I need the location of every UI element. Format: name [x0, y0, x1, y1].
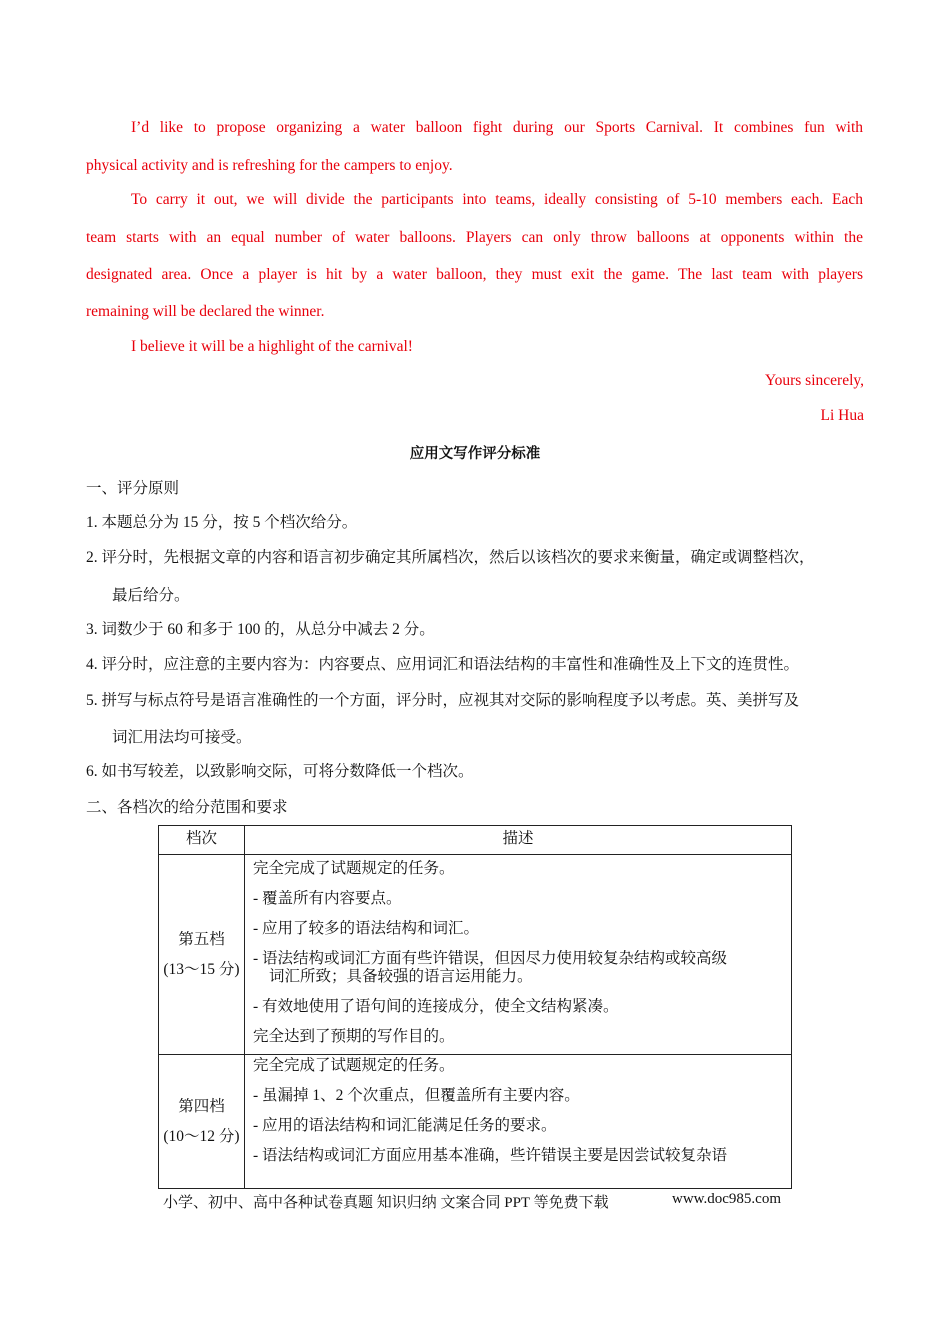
rule-item: 3. 词数少于 60 和多于 100 的，从总分中减去 2 分。 — [86, 621, 435, 638]
description-cell — [245, 1055, 792, 1189]
description-item: - 有效地使用了语句间的连接成分，使全文结构紧凑。 — [253, 998, 619, 1015]
description-item: 词汇所致；具备较强的语言运用能力。 — [269, 968, 533, 985]
table-header-row — [159, 826, 792, 855]
description-item: 完全完成了试题规定的任务。 — [253, 860, 455, 877]
grade-cell — [159, 1055, 245, 1189]
rule-item: 2. 评分时，先根据文章的内容和语言初步确定其所属档次，然后以该档次的要求来衡量，确定或调整档次， — [86, 549, 815, 566]
letter-line: team starts with an equal number of water balloons. Players can only throw balloons at opponents within the — [86, 229, 863, 246]
grade-range: (10～12 分) — [163, 1127, 240, 1145]
letter-line: physical activity and is refreshing for the campers to enjoy. — [86, 157, 453, 174]
description-cell — [245, 855, 792, 1055]
letter-line: remaining will be declared the winner. — [86, 303, 325, 320]
description-item: - 应用的语法结构和词汇能满足任务的要求。 — [253, 1117, 557, 1134]
letter-line: I believe it will be a highlight of the carnival! — [131, 338, 413, 355]
description-item: - 语法结构或词汇方面应用基本准确，些许错误主要是因尝试较复杂语 — [253, 1147, 728, 1164]
footer-url: www.doc985.com — [672, 1191, 782, 1207]
table-row — [159, 1055, 792, 1189]
section-heading: 二、各档次的给分范围和要求 — [86, 799, 288, 816]
rule-item: 词汇用法均可接受。 — [112, 729, 252, 746]
letter-line: To carry it out, we will divide the participants into teams, ideally consisting of 5-10 members each. Each — [131, 191, 863, 208]
description-item: 完全达到了预期的写作目的。 — [253, 1028, 455, 1045]
rule-item: 1. 本题总分为 15 分，按 5 个档次给分。 — [86, 514, 358, 531]
rule-item: 4. 评分时，应注意的主要内容为：内容要点、应用词汇和语法结构的丰富性和准确性及上下文的连贯性。 — [86, 656, 800, 673]
rule-item: 最后给分。 — [112, 587, 190, 604]
table-row — [159, 855, 792, 1055]
letter-closing: Yours sincerely, — [764, 372, 864, 389]
grading-table — [158, 825, 792, 1189]
header-cell: 档次 — [159, 826, 245, 855]
description-item: - 语法结构或词汇方面有些许错误，但因尽力使用较复杂结构或较高级 — [253, 950, 728, 967]
grade-range: (13～15 分) — [163, 960, 240, 978]
footer-text: 小学、初中、高中各种试卷真题 知识归纳 文案合同 PPT 等免费下载 — [163, 1195, 609, 1211]
description-item: - 虽漏掉 1、2 个次重点，但覆盖所有主要内容。 — [253, 1087, 580, 1104]
letter-line: I’d like to propose organizing a water balloon fight during our Sports Carnival. It combines fun with — [131, 119, 863, 136]
description-item: - 应用了较多的语法结构和词汇。 — [253, 920, 480, 937]
letter-signature: Li Hua — [820, 407, 864, 424]
rubric-title: 应用文写作评分标准 — [409, 446, 541, 462]
description-item: 完全完成了试题规定的任务。 — [253, 1057, 455, 1074]
grade-name: 第四档 — [178, 1097, 225, 1115]
rule-item: 6. 如书写较差，以致影响交际，可将分数降低一个档次。 — [86, 763, 474, 780]
grade-name: 第五档 — [178, 930, 225, 948]
section-heading: 一、评分原则 — [86, 480, 180, 497]
letter-line: designated area. Once a player is hit by a water balloon, they must exit the game. The last team with players — [86, 266, 863, 283]
description-item: - 覆盖所有内容要点。 — [253, 890, 402, 907]
rule-item: 5. 拼写与标点符号是语言准确性的一个方面，评分时，应视其对交际的影响程度予以考虑。英、美拼写及 — [86, 692, 800, 709]
header-cell: 描述 — [245, 826, 792, 855]
grade-cell — [159, 855, 245, 1055]
